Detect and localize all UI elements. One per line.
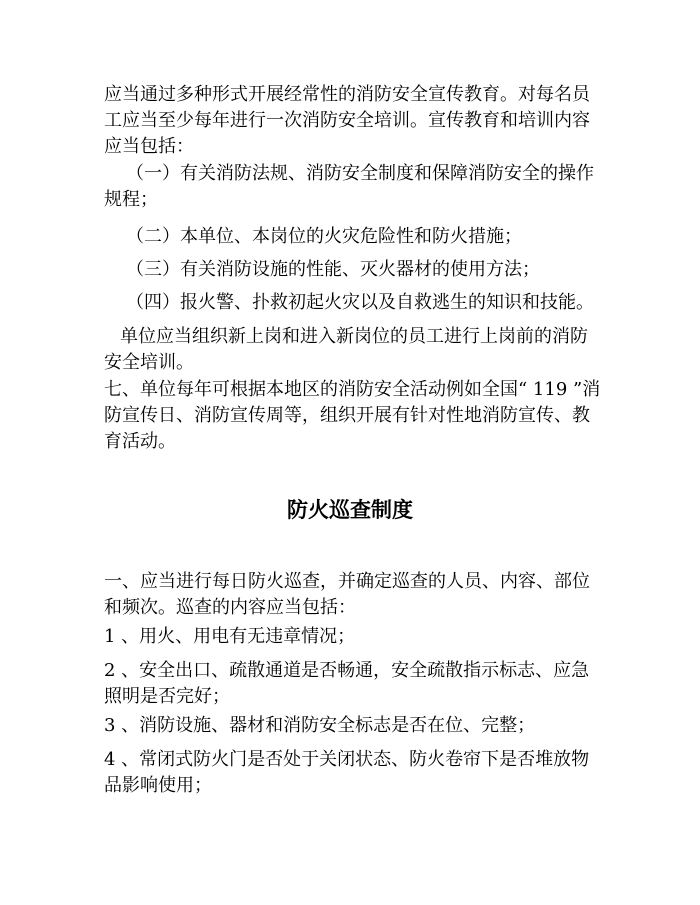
patrol-item-3: 3 、消防设施、器材和消防安全标志是否在位、完整； (104, 715, 536, 736)
training-item-3: （三）有关消防设施的性能、灭火器材的使用方法； (126, 259, 540, 280)
patrol-item-1: 1 、用火、用电有无违章情况； (104, 626, 356, 647)
new-staff-training-paragraph: 单位应当组织新上岗和进入新岗位的员工进行上岗前的消防安全培训。 (104, 326, 588, 373)
patrol-item-2: 2 、安全出口、疏散通道是否畅通，安全疏散指示标志、应急照明是否完好； (104, 660, 590, 707)
training-item-1: （一）有关消防法规、消防安全制度和保障消防安全的操作规程； (104, 163, 594, 210)
training-intro-paragraph: 应当通过多种形式开展经常性的消防安全宣传教育。对每名员工应当至少每年进行一次消防安全培训。宣传教育和培训内容应当包括： (104, 84, 590, 157)
patrol-intro-paragraph: 一、应当进行每日防火巡查，并确定巡查的人员、内容、部位和频次。巡查的内容应当包括： (104, 571, 590, 618)
point-seven-paragraph: 七、单位每年可根据本地区的消防安全活动例如全国“ 119 ”消防宣传日、消防宣传周等，组织开展有针对性地消防宣传、教育活动。 (104, 379, 601, 452)
section-title: 防火巡查制度 (287, 498, 413, 522)
training-item-2: （二）本单位、本岗位的火灾危险性和防火措施； (126, 226, 522, 247)
patrol-item-4: 4 、常闭式防火门是否处于关闭状态、防火卷帘下是否堆放物品影响使用； (104, 749, 590, 796)
training-item-4: （四）报火警、扑救初起火灾以及自救逃生的知识和技能。 (126, 292, 594, 313)
